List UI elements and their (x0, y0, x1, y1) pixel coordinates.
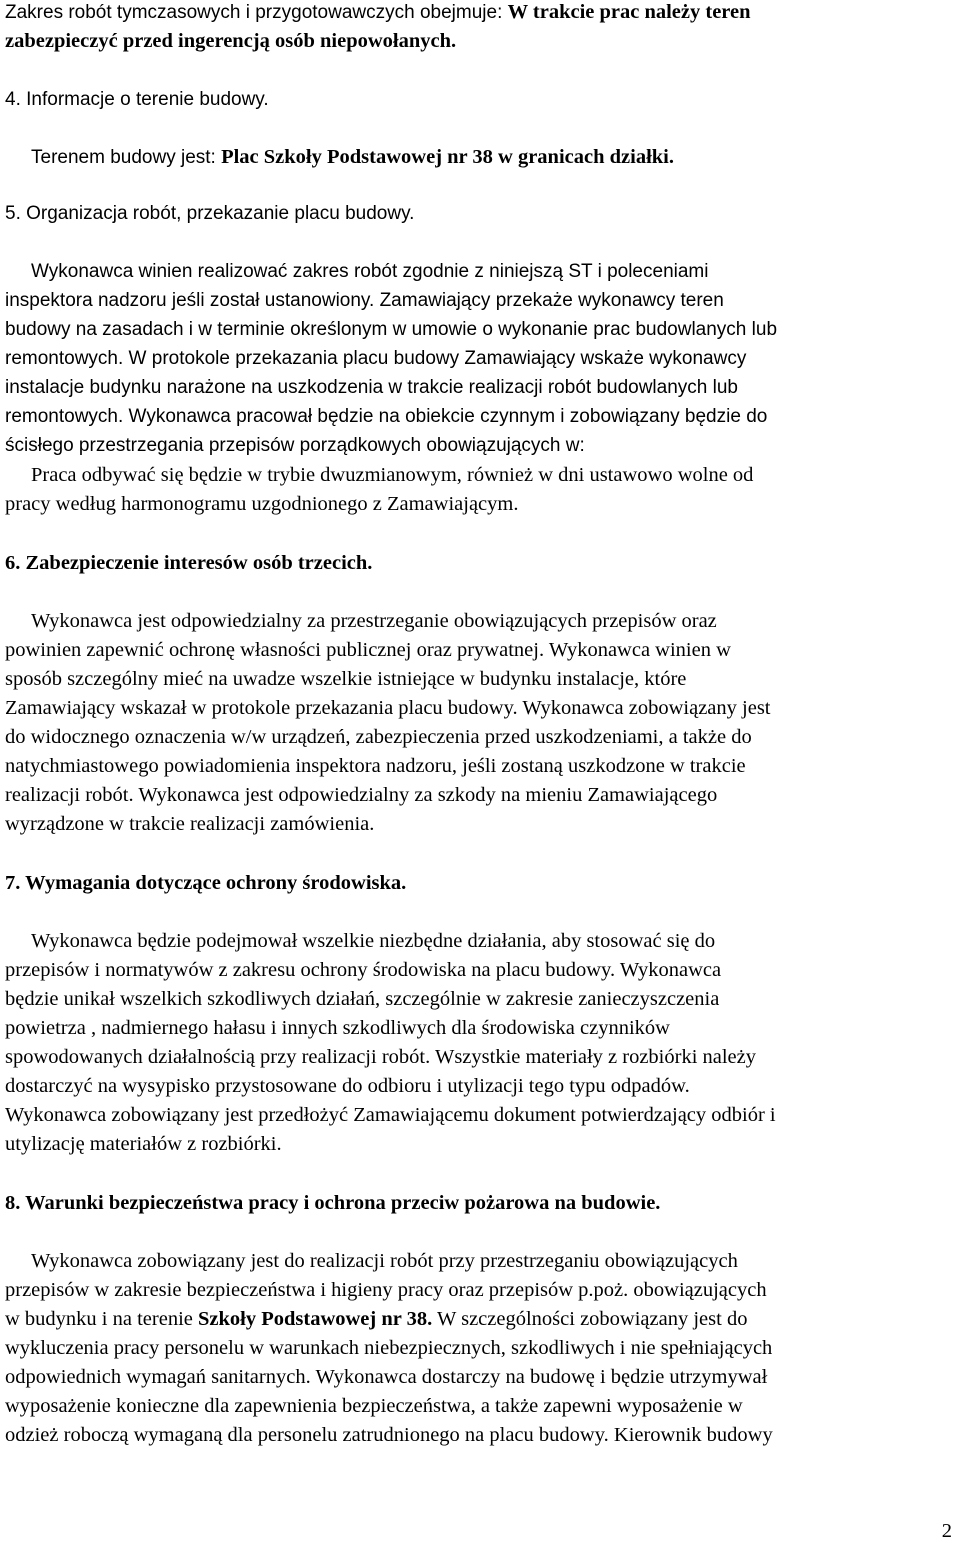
section-7-line: dostarczyć na wysypisko przystosowane do odbioru i utylizacji tego typu odpadów. (5, 1075, 690, 1097)
section-8-line: przepisów w zakresie bezpieczeństwa i higieny pracy oraz przepisów p.poż. obowiązujących (5, 1279, 767, 1301)
section-5-heading: 5. Organizacja robót, przekazanie placu budowy. (5, 203, 415, 224)
section-4-text: Terenem budowy jest: Plac Szkoły Podstawowej nr 38 w granicach działki. (31, 146, 674, 168)
section-7-line: Wykonawca zobowiązany jest przedłożyć Zamawiającemu dokument potwierdzający odbiór i (5, 1104, 776, 1126)
section-5-line: Praca odbywać się będzie w trybie dwuzmianowym, również w dni ustawowo wolne od (31, 464, 754, 486)
section-5-line: inspektora nadzoru jeśli został ustanowiony. Zamawiający przekaże wykonawcy teren (5, 290, 724, 311)
section-6-line: sposób szczególny mieć na uwadze wszelkie istniejące w budynku instalacje, które (5, 668, 687, 690)
section-8-line: w budynku i na terenie Szkoły Podstawowej nr 38. W szczególności zobowiązany jest do (5, 1308, 748, 1330)
intro-line-2: zabezpieczyć przed ingerencją osób niepowołanych. (5, 30, 457, 52)
section-4-heading: 4. Informacje o terenie budowy. (5, 89, 269, 110)
section-7-line: powietrza , nadmiernego hałasu i innych szkodliwych dla środowiska czynników (5, 1017, 670, 1039)
section-5-line: pracy według harmonogramu uzgodnionego z Zamawiającym. (5, 493, 519, 515)
intro-text: Zakres robót tymczasowych i przygotowawczych obejmuje: (5, 2, 508, 23)
section-8-line: wyposażenie konieczne dla zapewnienia bezpieczeństwa, a także zapewni wyposażenie w (5, 1395, 743, 1417)
section-6-line: Zamawiający wskazał w protokole przekazania placu budowy. Wykonawca zobowiązany jest (5, 697, 771, 719)
section-5-line: ścisłego przestrzegania przepisów porządkowych obowiązujących w: (5, 435, 585, 456)
section-6-line: Wykonawca jest odpowiedzialny za przestrzeganie obowiązujących przepisów oraz (31, 610, 717, 632)
section-5-line: instalacje budynku narażone na uszkodzenia w trakcie realizacji robót budowlanych lub (5, 377, 738, 398)
section-8-line: wykluczenia pracy personelu w warunkach niebezpiecznych, szkodliwych i nie spełniających (5, 1337, 773, 1359)
section-6-line: powinien zapewnić ochronę własności publicznej oraz prywatnej. Wykonawca winien w (5, 639, 731, 661)
section-6-line: natychmiastowego powiadomienia inspektora nadzoru, jeśli zostaną uszkodzone w trakcie (5, 755, 746, 777)
section-5-line: remontowych. Wykonawca pracował będzie na obiekcie czynnym i zobowiązany będzie do (5, 406, 768, 427)
section-7-line: przepisów i normatywów z zakresu ochrony środowiska na placu budowy. Wykonawca (5, 959, 722, 981)
section-6-heading: 6. Zabezpieczenie interesów osób trzecich. (5, 552, 373, 574)
section-5-line: Wykonawca winien realizować zakres robót zgodnie z niniejszą ST i poleceniami (31, 261, 709, 282)
section-6-line: wyrządzone w trakcie realizacji zamówienia. (5, 813, 375, 835)
intro-line-1 (5, 0, 751, 27)
section-8-line: odpowiednich wymagań sanitarnych. Wykonawca dostarczy na budowę i będzie utrzymywał (5, 1366, 768, 1388)
section-7-line: spowodowanych działalnością przy realizacji robót. Wszystkie materiały z rozbiórki należy (5, 1046, 757, 1068)
section-6-line: realizacji robót. Wykonawca jest odpowiedzialny za szkody na mieniu Zamawiającego (5, 784, 718, 806)
section-8-line: odzież roboczą wymaganą dla personelu zatrudnionego na placu budowy. Kierownik budowy (5, 1424, 773, 1446)
section-8-line: Wykonawca zobowiązany jest do realizacji robót przy przestrzeganiu obowiązujących (31, 1250, 738, 1272)
section-5-line: budowy na zasadach i w terminie określonym w umowie o wykonanie prac budowlanych lub (5, 319, 778, 340)
intro-emphasis: W trakcie prac należy teren (507, 1, 751, 23)
section-6-line: do widocznego oznaczenia w/w urządzeń, zabezpieczenia przed uszkodzeniami, a także do (5, 726, 752, 748)
section-7-heading: 7. Wymagania dotyczące ochrony środowiska. (5, 872, 407, 894)
page-number: 2 (941, 1520, 952, 1542)
section-8-heading: 8. Warunki bezpieczeństwa pracy i ochrona przeciw pożarowa na budowie. (5, 1192, 661, 1214)
section-7-line: Wykonawca będzie podejmował wszelkie niezbędne działania, aby stosować się do (31, 930, 716, 952)
section-7-line: utylizację materiałów z rozbiórki. (5, 1133, 282, 1155)
section-5-line: remontowych. W protokole przekazania placu budowy Zamawiający wskaże wykonawcy (5, 348, 747, 369)
section-7-line: będzie unikał wszelkich szkodliwych działań, szczególnie w zakresie zanieczyszczenia (5, 988, 720, 1010)
